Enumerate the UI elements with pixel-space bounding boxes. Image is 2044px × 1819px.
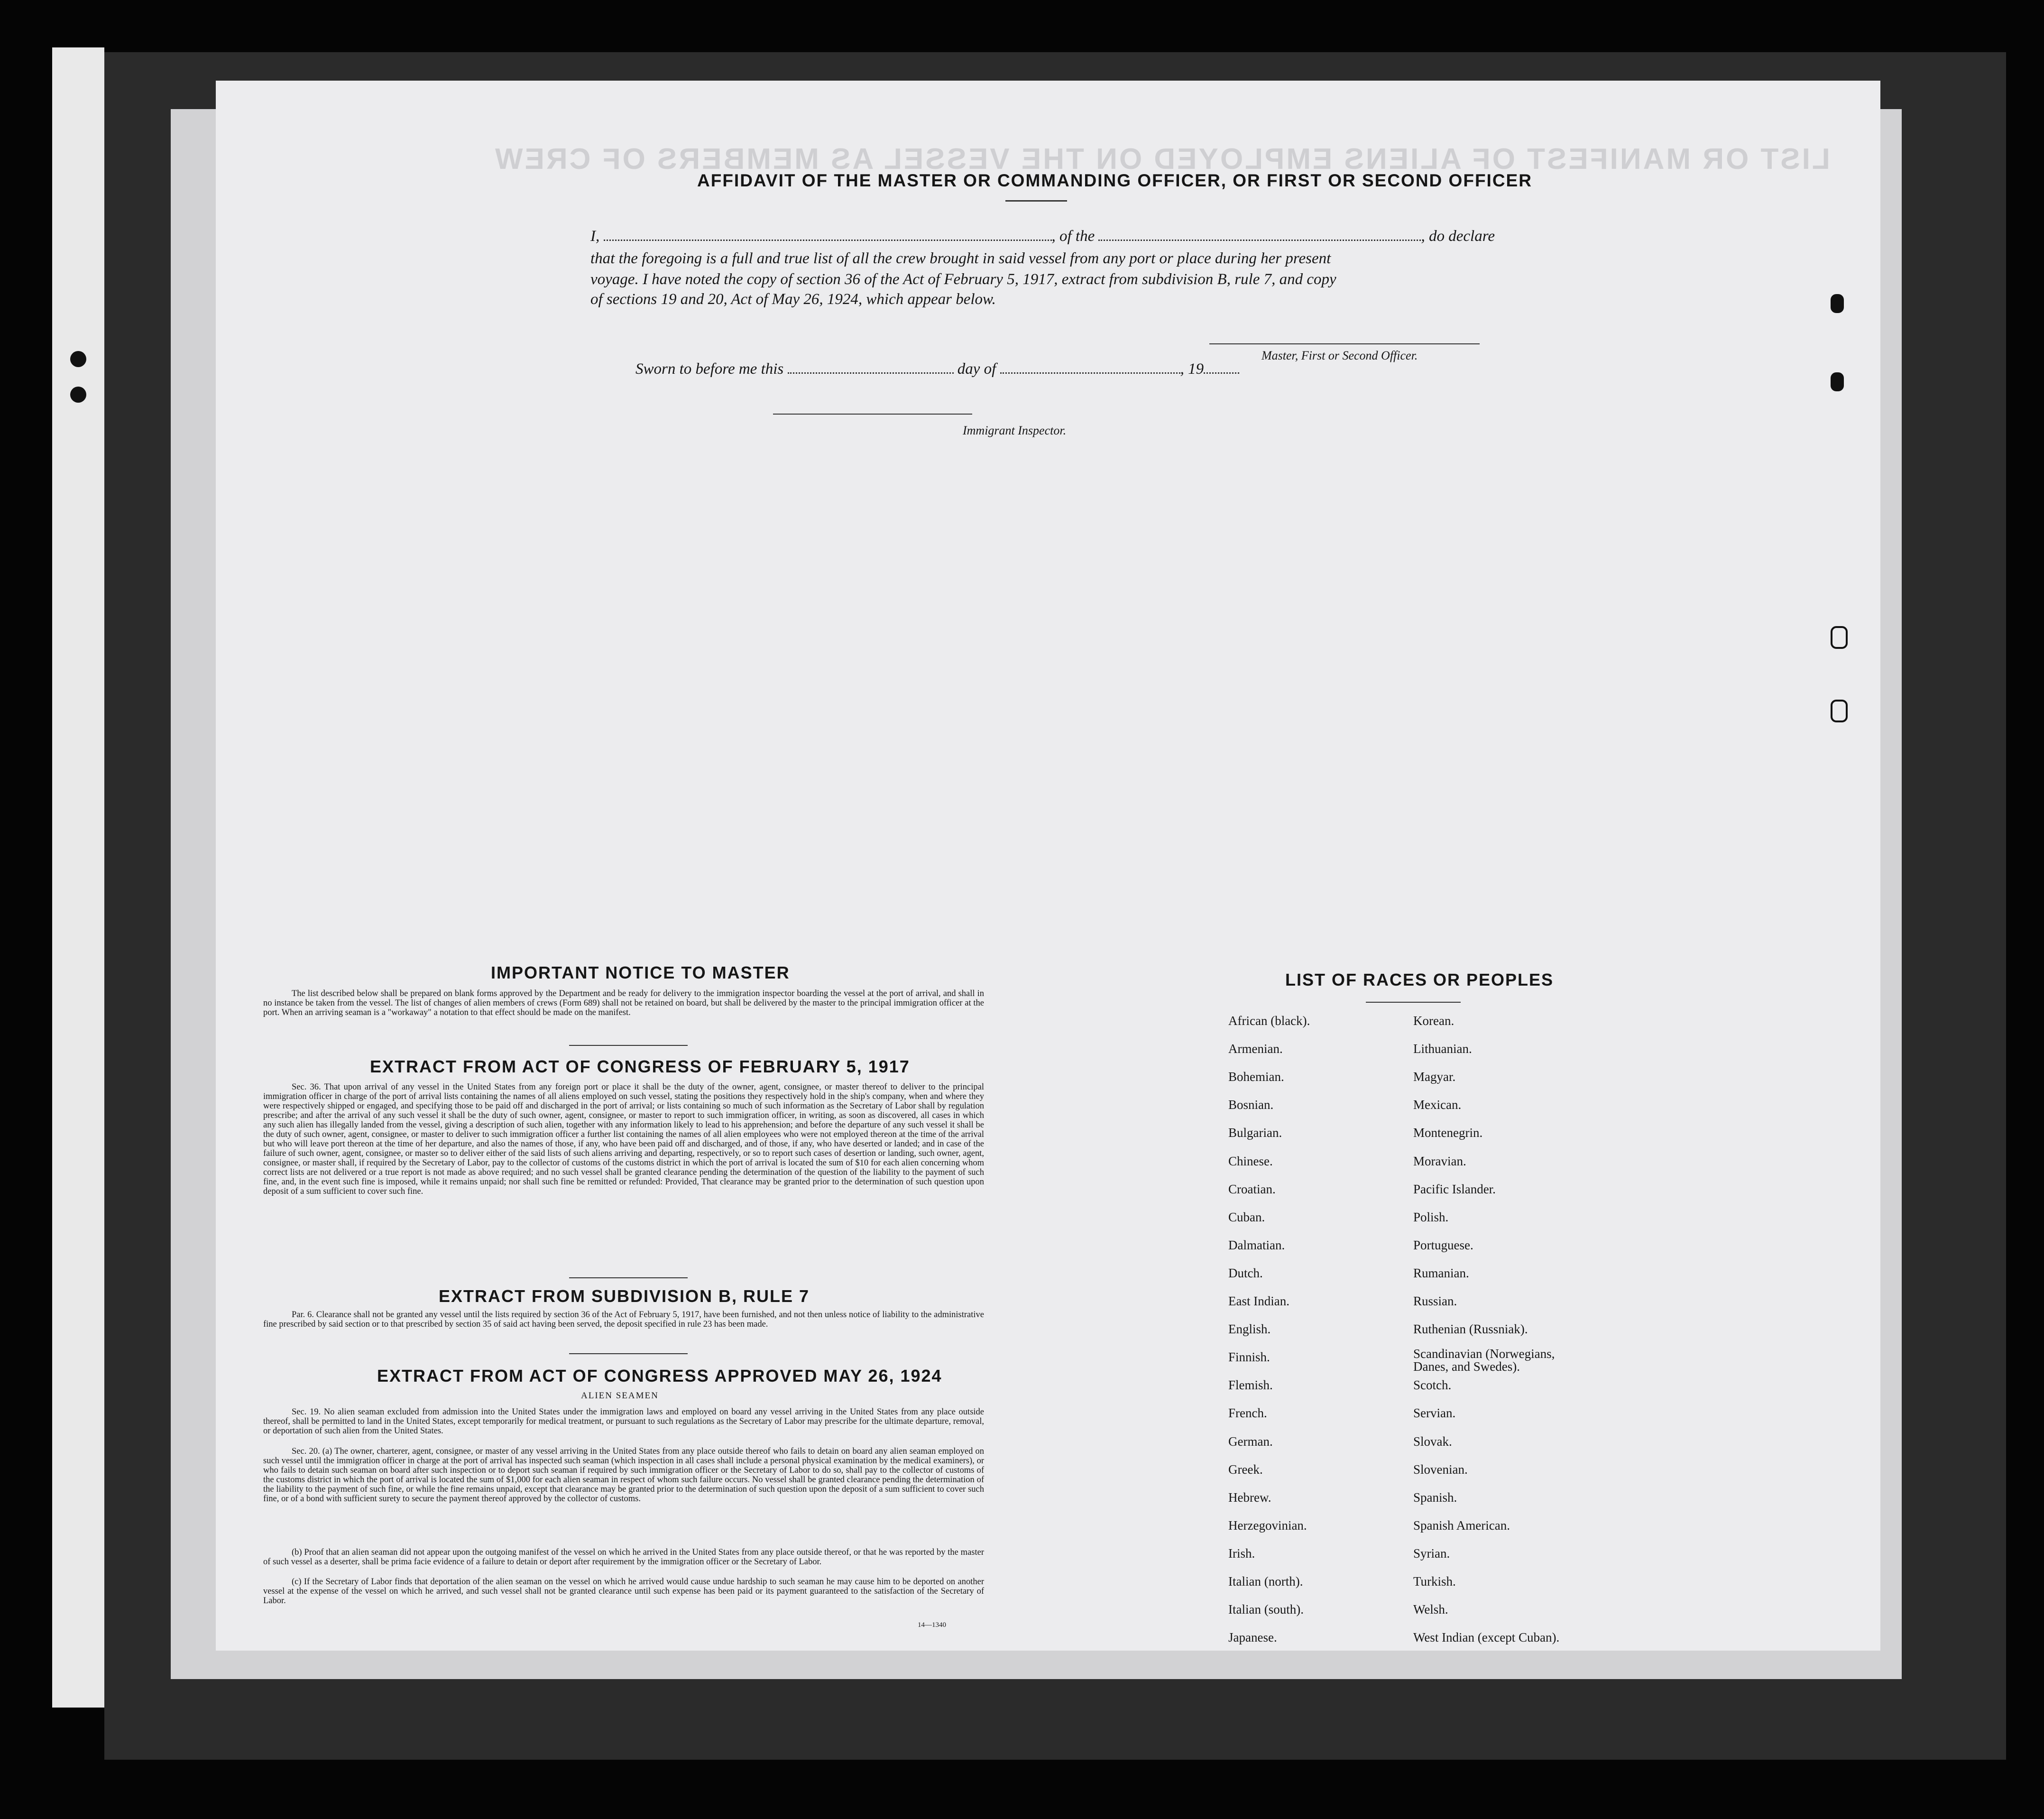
- extract-1924-title: EXTRACT FROM ACT OF CONGRESS APPROVED MAY 26, 1924: [377, 1366, 942, 1385]
- race-item: Cuban.: [1228, 1210, 1265, 1224]
- vessel-field: [1098, 229, 1421, 241]
- year-field: [1204, 362, 1239, 374]
- race-item: Servian.: [1413, 1406, 1456, 1421]
- rule-7-body: Par. 6. Clearance shall not be granted any vessel until the lists required by section 36 of the Act of February 5, 1917, have been furnished, and not then unless notice of liability to the administrative fine prescribed by said section or to that prescribed by section 35 of said act having been served, the deposit specified in rule 23 has been made.: [263, 1310, 984, 1329]
- declaration-text: , do declare: [1421, 228, 1495, 245]
- race-item: Scotch.: [1413, 1378, 1452, 1393]
- race-item: Magyar.: [1413, 1070, 1456, 1084]
- race-item: Bosnian.: [1228, 1098, 1274, 1112]
- race-item: Portuguese.: [1413, 1237, 1473, 1252]
- race-item: East Indian.: [1228, 1294, 1289, 1308]
- race-item: Dutch.: [1228, 1265, 1263, 1280]
- sworn-text: day of: [957, 360, 996, 378]
- bleed-through-header: LIST OR MANIFEST OF ALIENS EMPLOYED ON THE VESSEL AS MEMBERS OF CREW: [493, 143, 1830, 175]
- race-item: Croatian.: [1228, 1182, 1276, 1196]
- race-item: Irish.: [1228, 1546, 1255, 1560]
- day-field: [788, 362, 954, 374]
- master-signature-label: Master, First or Second Officer.: [1261, 349, 1418, 362]
- extract-1917-title: EXTRACT FROM ACT OF CONGRESS OF FEBRUARY 5, 1917: [370, 1057, 910, 1076]
- race-item: Armenian.: [1228, 1042, 1283, 1056]
- race-item: Moravian.: [1413, 1154, 1466, 1168]
- race-item: Japanese.: [1228, 1630, 1277, 1645]
- section-19: Sec. 19. No alien seaman excluded from admission into the United States under the immigration laws and employed on board any vessel arriving in the United States from any place outside thereof, shall be permitted to land in the United States, except temporarily for medical treatment, or pursuant to such regulations as the Secretary of Labor may prescribe for the ultimate departure, removal, or deportation of such alien from the United States.: [263, 1407, 984, 1436]
- race-item: African (black).: [1228, 1014, 1310, 1028]
- declaration-text: I,: [590, 228, 600, 245]
- notice-title: IMPORTANT NOTICE TO MASTER: [491, 963, 790, 982]
- race-item: Italian (north).: [1228, 1574, 1303, 1588]
- race-item: Polish.: [1413, 1210, 1449, 1224]
- page-hole: [1831, 294, 1844, 313]
- page-hole: [1831, 700, 1848, 722]
- race-item: Scandinavian (Norwegians, Danes, and Swedes).: [1413, 1347, 1555, 1374]
- page-hole: [1831, 372, 1844, 391]
- form-number: 14—1340: [918, 1621, 946, 1629]
- affidavit-title: AFFIDAVIT OF THE MASTER OR COMMANDING OFFICER, OR FIRST OR SECOND OFFICER: [697, 171, 1532, 190]
- divider: [569, 1045, 688, 1046]
- master-signature-line: [1209, 343, 1480, 344]
- race-item: Korean.: [1413, 1014, 1455, 1028]
- binder-hole: [70, 387, 86, 403]
- race-item: German.: [1228, 1434, 1273, 1449]
- section-20b: (b) Proof that an alien seaman did not appear upon the outgoing manifest of the vessel on which he arrived in the United States from any place outside thereof, or that he was reported by the master of such vessel as a deserter, shall be prima facie evidence of a failure to detain or deport after requirement by the immigration officer or the Secretary of Labor.: [263, 1548, 984, 1567]
- race-item: Herzegovinian.: [1228, 1518, 1307, 1533]
- divider: [1005, 200, 1067, 202]
- race-item: Lithuanian.: [1413, 1042, 1472, 1056]
- race-item: Dalmatian.: [1228, 1237, 1285, 1252]
- alien-seamen-subtitle: ALIEN SEAMEN: [581, 1391, 659, 1401]
- race-item: English.: [1228, 1322, 1271, 1337]
- race-item: Mexican.: [1413, 1098, 1462, 1112]
- page-hole: [1831, 626, 1848, 649]
- race-item: Chinese.: [1228, 1154, 1273, 1168]
- section-20c: (c) If the Secretary of Labor finds that deportation of the alien seaman on the vessel on which he arrived would cause undue hardship to such seaman he may cause him to be deported on another vessel at the expense of the vessel on which he arrived, and such vessel shall not be granted clearance until such expense has been paid or its payment guaranteed to the satisfaction of the Secretary of Labor.: [263, 1577, 984, 1606]
- inspector-signature-line: [773, 414, 972, 415]
- race-item: Flemish.: [1228, 1378, 1273, 1393]
- race-item: Spanish American.: [1413, 1518, 1510, 1533]
- divider: [569, 1277, 688, 1278]
- notice-body: The list described below shall be prepared on blank forms approved by the Department and be ready for delivery to the immigration inspector boarding the vessel at the port of arrival, and shall in no instance be taken from the vessel. The list of changes of alien members of crews (Form 689) shall not be retained on board, but shall be delivered by the master to the principal immigration officer at the port. When an arriving seaman is a "workaway" a notation to that effect should be made on the manifest.: [263, 989, 984, 1017]
- race-item: Rumanian.: [1413, 1265, 1469, 1280]
- race-item: Ruthenian (Russniak).: [1413, 1322, 1528, 1337]
- race-item: Russian.: [1413, 1294, 1457, 1308]
- month-field: [1000, 362, 1180, 374]
- binder-hole: [70, 351, 86, 367]
- extract-1917-body: Sec. 36. That upon arrival of any vessel in the United States from any foreign port or place it shall be the duty of the owner, agent, consignee, or master thereof to deliver to the principal immigration officer in charge of the port of arrival lists containing the names of all aliens employed on such vessel, stating the positions they respectively hold in the ship's company, when and where they were respectively shipped or engaged, and specifying those to be paid off and discharged in the port of arrival; or lists containing so much of such information as the Secretary of Labor shall by regulation prescribe; and after the arrival of any such vessel it shall be the duty of such owner, agent, consignee, or master to report to such immigration officer, in writing, as soon as discovered, all cases in which any such alien has illegally landed from the vessel, giving a description of such alien, together with any information likely to lead to his apprehension; and before the departure of any such vessel it shall be the duty of such owner, agent, consignee, or master to deliver to such immigration officer a further list containing the names of all alien employees who were not employed thereon at the time of the arrival but who will leave port thereon at the time of her departure, and also the names of those, if any, who have been paid off and discharged, and of those, if any, who have deserted or landed; and in case of the failure of such owner, agent, consignee, or master so to deliver either of the said lists of such aliens arriving and departing, respectively, or so to report such cases of desertion or landing, such owner, agent, consignee, or master shall, if required by the Secretary of Labor, pay to the collector of customs of the customs district in which the port of arrival is located the sum of $10 for each alien concerning whom correct lists are not delivered or a true report is not made as above required; and no such vessel shall be granted clearance pending the determination of the question of the liability to the payment of such fine, and, in the event such fine is imposed, while it remains unpaid; nor shall such fine be remitted or refunded: Provided, That clearance may be granted prior to the determination of such question upon deposit of a sum sufficient to cover such fine.: [263, 1082, 984, 1196]
- race-item: West Indian (except Cuban).: [1413, 1630, 1560, 1645]
- rule-7-title: EXTRACT FROM SUBDIVISION B, RULE 7: [439, 1286, 810, 1306]
- sworn-line: [635, 360, 1239, 378]
- race-item: Hebrew.: [1228, 1490, 1271, 1505]
- declaration-line-4: of sections 19 and 20, Act of May 26, 1924, which appear below.: [590, 291, 996, 308]
- race-item: Spanish.: [1413, 1490, 1457, 1505]
- binder-strip: [52, 47, 104, 1708]
- race-item: Welsh.: [1413, 1602, 1448, 1617]
- divider: [1366, 1002, 1461, 1003]
- inspector-signature-label: Immigrant Inspector.: [963, 424, 1067, 437]
- race-item: Bohemian.: [1228, 1070, 1284, 1084]
- declaration-text: , of the: [1051, 228, 1095, 245]
- races-title: LIST OF RACES OR PEOPLES: [1285, 970, 1554, 989]
- declaration-line-3: voyage. I have noted the copy of section 36 of the Act of February 5, 1917, extract from subdivision B, rule 7, and copy: [590, 271, 1336, 288]
- divider: [569, 1353, 688, 1354]
- race-item: Slovenian.: [1413, 1462, 1468, 1477]
- name-field: [604, 229, 1052, 241]
- race-item: Syrian.: [1413, 1546, 1450, 1560]
- race-item: Italian (south).: [1228, 1602, 1304, 1617]
- race-item: Bulgarian.: [1228, 1126, 1282, 1140]
- race-item: Turkish.: [1413, 1574, 1456, 1588]
- race-item: Montenegrin.: [1413, 1126, 1483, 1140]
- declaration-line-2: that the foregoing is a full and true list of all the crew brought in said vessel from any port or place during her present: [590, 250, 1331, 267]
- section-20a: Sec. 20. (a) The owner, charterer, agent, consignee, or master of any vessel arriving in the United States from any place outside thereof who fails to detain on board any alien seaman employed on such vessel until the immigration officer in charge at the port of arrival has inspected such seaman (which inspection in all cases shall include a personal physical examination by the medical examiners), or who fails to detain such seaman on board after such inspection or to deport such seaman if required by such immigration officer or the Secretary of Labor to do so, shall pay to the collector of customs of the customs district in which the port of arrival is located the sum of $1,000 for each alien seaman in respect of whom such failure occurs. No vessel shall be granted clearance pending the determination of the liability to the payment of such fine, or while the fine remains unpaid, except that clearance may be granted prior to the determination of such question upon the deposit of a sum sufficient to cover such fine, or of a bond with sufficient surety to secure the payment thereof approved by the collector of customs.: [263, 1447, 984, 1504]
- race-item: Slovak.: [1413, 1434, 1452, 1449]
- declaration-line: [590, 228, 1495, 245]
- race-item: Greek.: [1228, 1462, 1263, 1477]
- sworn-text: , 19: [1180, 360, 1204, 378]
- race-item: French.: [1228, 1406, 1267, 1421]
- sworn-text: Sworn to before me this: [635, 360, 784, 378]
- race-item: Pacific Islander.: [1413, 1182, 1496, 1196]
- race-item: Finnish.: [1228, 1350, 1270, 1365]
